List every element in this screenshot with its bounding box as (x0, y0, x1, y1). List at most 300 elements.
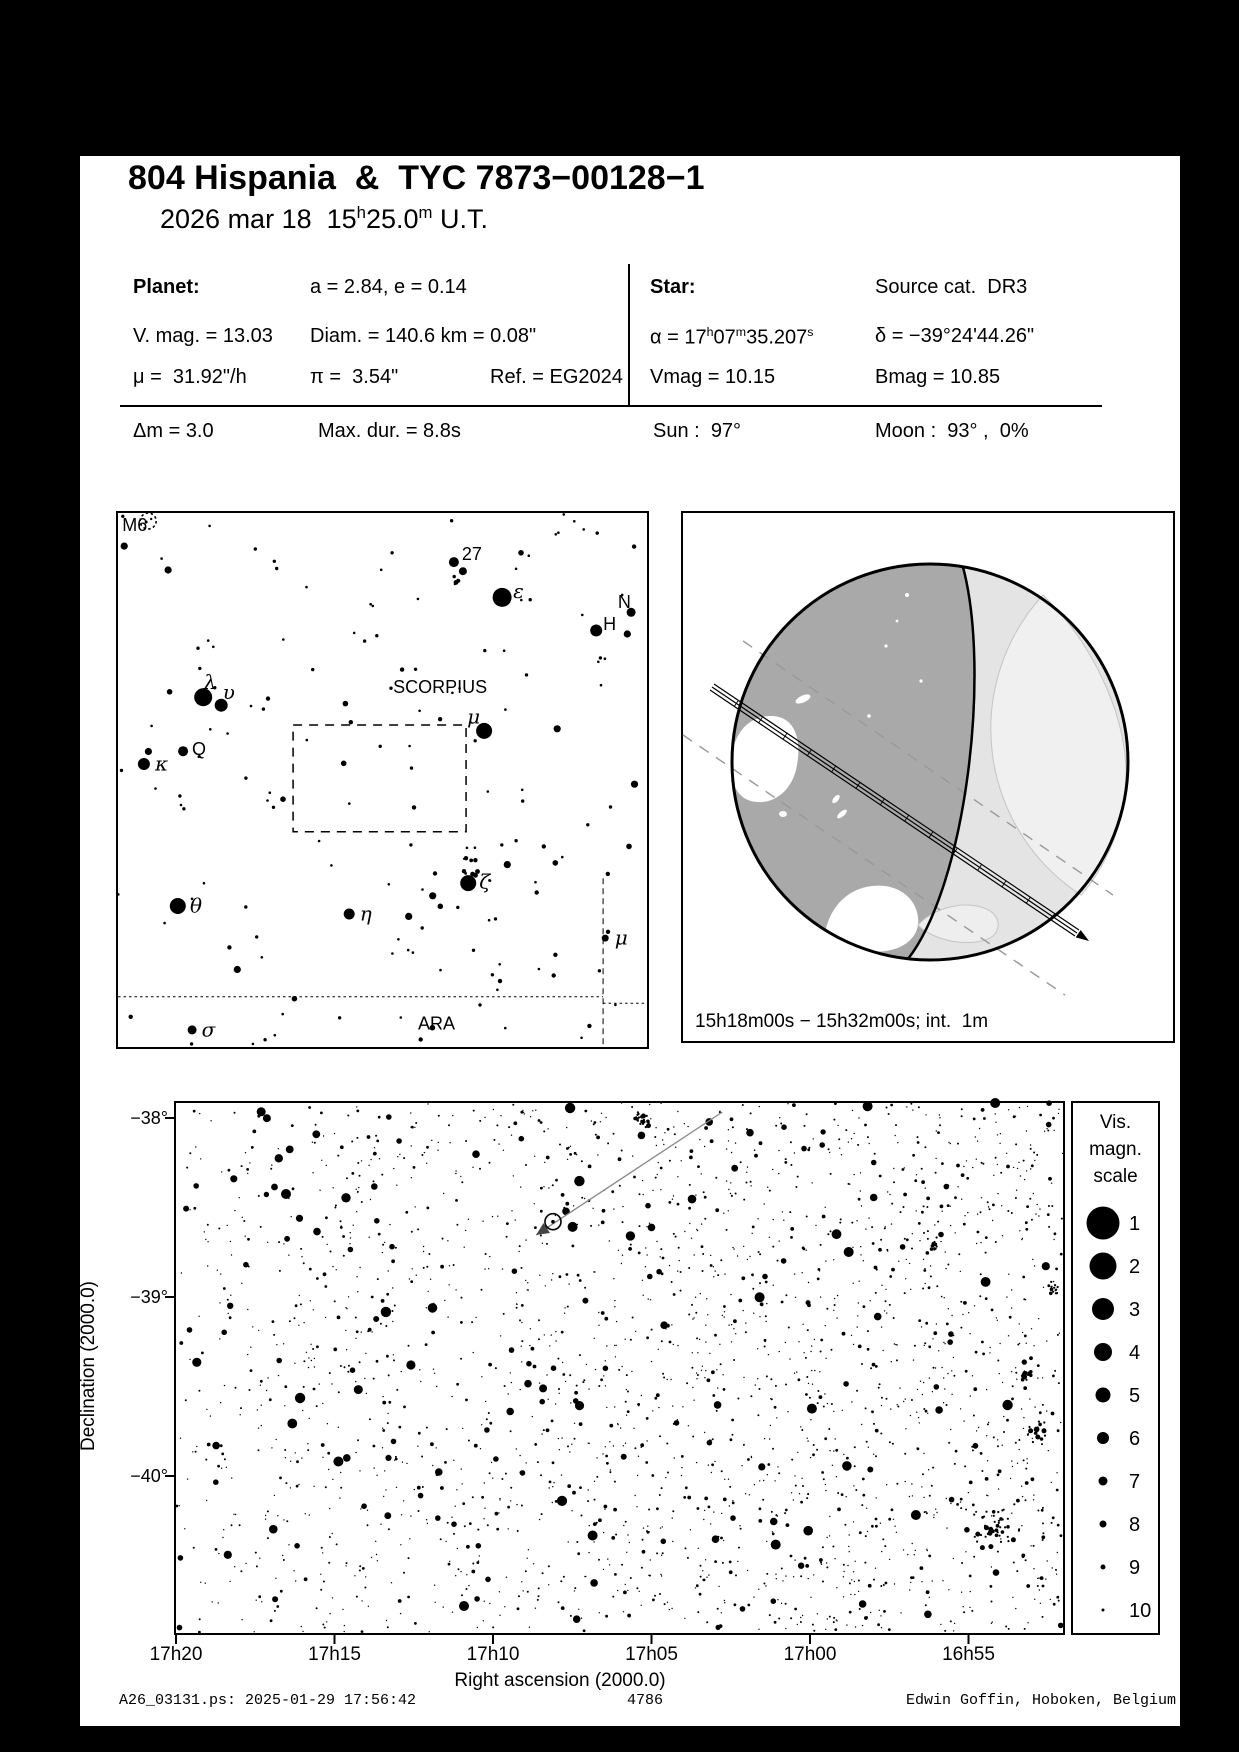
field-star (272, 806, 275, 809)
field-star (986, 1389, 987, 1390)
field-star (525, 1239, 526, 1240)
field-star (794, 1608, 797, 1611)
field-star (837, 1492, 839, 1494)
field-star (177, 1625, 183, 1631)
field-star (966, 1177, 969, 1180)
field-star (980, 1452, 983, 1455)
field-star (583, 1379, 585, 1381)
field-star (382, 1429, 385, 1432)
field-star (621, 1263, 622, 1264)
field-star (987, 1423, 989, 1425)
cluster-star (1022, 1371, 1027, 1376)
field-star (871, 1160, 877, 1166)
field-star (697, 1230, 698, 1231)
field-star (395, 1456, 397, 1458)
field-star (283, 1519, 284, 1520)
cluster-star (473, 858, 477, 862)
field-star (484, 1268, 485, 1269)
bright-star (183, 1206, 189, 1212)
field-star (802, 1615, 803, 1616)
field-star (778, 1173, 779, 1174)
field-star (659, 1593, 661, 1595)
field-star (282, 638, 285, 641)
field-star (256, 1565, 258, 1567)
field-star (886, 1398, 888, 1400)
field-star (948, 1589, 949, 1590)
field-star (364, 1587, 366, 1589)
cluster-star (639, 1123, 641, 1125)
field-star (513, 1175, 514, 1176)
field-star (555, 1340, 556, 1341)
field-star (926, 1197, 930, 1201)
field-star (763, 1583, 765, 1585)
cluster-star (997, 1531, 999, 1533)
field-star (581, 614, 584, 617)
field-star (508, 1393, 509, 1394)
field-star (875, 1292, 877, 1294)
field-star (873, 1423, 875, 1425)
field-star (552, 1486, 553, 1487)
field-star (472, 949, 475, 952)
field-star (632, 1317, 634, 1319)
field-star (807, 1404, 817, 1414)
field-star (728, 1210, 729, 1211)
field-star (648, 1509, 650, 1511)
cluster-star (1028, 1426, 1030, 1428)
field-star (785, 1628, 786, 1629)
field-star (785, 1294, 787, 1296)
field-star (464, 1247, 465, 1248)
field-star (779, 1117, 780, 1118)
field-star (429, 892, 436, 899)
field-star (203, 882, 206, 885)
field-star (623, 1591, 627, 1595)
field-star (779, 1351, 780, 1352)
field-star (966, 1160, 967, 1161)
field-star (1024, 1179, 1025, 1180)
field-star (689, 1156, 693, 1160)
field-star (979, 1128, 980, 1129)
field-star (1051, 1412, 1055, 1416)
field-star (323, 1135, 324, 1136)
field-star (513, 1121, 517, 1125)
field-star (571, 1444, 572, 1445)
field-star (555, 1331, 556, 1332)
field-star (587, 1024, 591, 1028)
field-star (1034, 1160, 1035, 1161)
field-star (270, 1619, 273, 1622)
field-star (233, 1514, 234, 1515)
field-star (284, 1405, 285, 1406)
field-star (674, 1457, 675, 1458)
field-star (960, 1501, 961, 1502)
field-star (252, 1130, 256, 1134)
field-star (1052, 1375, 1055, 1378)
field-star (1058, 1623, 1064, 1629)
field-star (983, 1117, 986, 1120)
field-star (678, 1247, 680, 1249)
field-star (207, 1443, 211, 1447)
field-star (851, 1401, 852, 1402)
field-star (568, 1283, 569, 1284)
field-star (849, 1534, 850, 1535)
field-star (916, 1210, 917, 1211)
field-star (534, 1203, 535, 1204)
field-star (1046, 1128, 1047, 1129)
field-star (621, 1102, 622, 1103)
field-star (731, 1341, 732, 1342)
field-star (484, 1117, 485, 1118)
field-star (858, 1117, 859, 1118)
field-star (681, 1475, 682, 1476)
field-star (714, 1560, 717, 1563)
field-star (1033, 1494, 1034, 1495)
field-star (692, 1352, 693, 1353)
field-star (367, 1330, 369, 1332)
field-star (521, 1361, 522, 1362)
field-star (663, 1377, 665, 1379)
field-star (817, 1613, 818, 1614)
field-star (969, 1575, 972, 1578)
field-star (794, 1152, 795, 1153)
field-star (611, 1536, 615, 1540)
field-star (720, 1363, 722, 1365)
field-star (684, 1618, 685, 1619)
field-star (876, 1269, 878, 1271)
field-star (488, 1268, 489, 1269)
field-star (344, 1631, 345, 1632)
field-star (829, 1152, 830, 1153)
field-star (261, 1601, 262, 1602)
field-star (557, 531, 560, 534)
bright-star (263, 1114, 271, 1122)
field-star (394, 1460, 395, 1461)
field-star (407, 1596, 410, 1599)
field-star (891, 1361, 892, 1362)
field-star (695, 1587, 696, 1588)
field-star (656, 1145, 657, 1146)
field-star (343, 1255, 345, 1257)
field-star (897, 1404, 898, 1405)
field-star (332, 1266, 333, 1267)
field-star (810, 1457, 811, 1458)
field-star (896, 1359, 898, 1361)
field-star (677, 1111, 678, 1112)
field-star (702, 1579, 703, 1580)
field-star (443, 1193, 444, 1194)
bright-star (264, 1192, 269, 1197)
field-star (894, 1343, 895, 1344)
field-star (546, 1156, 550, 1160)
field-star (775, 1514, 777, 1516)
bright-star (272, 1596, 278, 1602)
field-star (1023, 1459, 1025, 1461)
field-star (944, 1630, 946, 1632)
field-star (623, 1525, 624, 1526)
field-star (466, 847, 469, 850)
field-star (832, 1546, 834, 1548)
field-star (283, 1243, 284, 1244)
field-star (476, 1543, 482, 1549)
field-star (871, 1226, 873, 1228)
field-star (420, 1381, 421, 1382)
field-star (986, 1435, 987, 1436)
tasmania-landmass (779, 811, 787, 817)
field-star (909, 1263, 910, 1264)
bright-star (373, 1316, 379, 1322)
field-star (907, 1554, 908, 1555)
field-star (552, 1184, 554, 1186)
field-star (871, 1106, 872, 1107)
field-star (303, 1262, 305, 1264)
field-star (1037, 1510, 1039, 1512)
field-star (769, 1438, 770, 1439)
field-star (802, 1324, 803, 1325)
field-star (1060, 1534, 1063, 1537)
field-star (252, 1326, 253, 1327)
field-star (905, 1428, 906, 1429)
field-star (906, 1259, 907, 1260)
ut-suffix: U.T. (432, 204, 488, 234)
field-star (1040, 1576, 1044, 1580)
field-star (869, 1143, 870, 1144)
field-star (408, 1557, 410, 1559)
field-star (1034, 1599, 1035, 1600)
field-star (553, 1482, 554, 1483)
field-star (1008, 1274, 1009, 1275)
field-of-view-rect (293, 725, 466, 832)
field-star (973, 1387, 977, 1391)
field-star (1000, 1172, 1002, 1174)
field-star (129, 1015, 133, 1019)
field-star (595, 1134, 597, 1136)
field-star (599, 1612, 600, 1613)
field-star (455, 1506, 456, 1507)
field-star (788, 1327, 790, 1329)
field-star (977, 1141, 978, 1142)
field-star (361, 1331, 362, 1332)
field-star (417, 1228, 419, 1230)
field-star (637, 1475, 638, 1476)
field-star (242, 1217, 243, 1218)
field-star (311, 1360, 312, 1361)
field-star (722, 1315, 723, 1316)
bright-star (287, 1419, 297, 1429)
field-star (412, 951, 415, 954)
field-star (398, 1426, 401, 1429)
field-star (301, 1626, 302, 1627)
field-star (852, 1110, 853, 1111)
field-star (369, 1418, 371, 1420)
field-star (614, 1406, 615, 1407)
field-star (835, 1438, 836, 1439)
field-star (296, 1460, 299, 1463)
field-star (388, 1401, 391, 1404)
field-star (990, 1098, 1000, 1108)
field-star (976, 1243, 977, 1244)
field-star (426, 1519, 427, 1520)
field-star (728, 1140, 729, 1141)
field-star (922, 1288, 924, 1290)
field-star (1043, 1287, 1044, 1288)
cluster-star (984, 1525, 989, 1530)
field-star (597, 661, 600, 664)
field-star (538, 1119, 541, 1122)
field-star (434, 1585, 435, 1586)
field-star (704, 1126, 708, 1130)
field-star (205, 1239, 206, 1240)
field-star (766, 1573, 768, 1575)
field-star (327, 1452, 330, 1455)
bright-star (286, 1146, 294, 1154)
field-star (790, 1164, 792, 1166)
field-star (731, 1419, 734, 1422)
field-star (671, 1281, 673, 1283)
field-star (399, 1154, 400, 1155)
field-star (484, 1508, 485, 1509)
field-star (917, 1136, 919, 1138)
field-star (332, 1479, 333, 1480)
bright-star (296, 1215, 303, 1222)
ra-tick-17h00: 17h00 (783, 1644, 837, 1665)
field-star (802, 1272, 803, 1273)
field-star (888, 1628, 891, 1631)
field-star (918, 1106, 920, 1108)
field-star (340, 1487, 342, 1489)
field-star (542, 1572, 544, 1574)
ra-tick-17h15: 17h15 (308, 1644, 361, 1665)
field-star (961, 1562, 963, 1564)
field-star (711, 1370, 715, 1374)
field-star (641, 1605, 642, 1606)
cluster-star (985, 1536, 987, 1538)
field-star (234, 966, 241, 973)
field-star (904, 1238, 906, 1240)
field-star (660, 1321, 668, 1329)
field-star (519, 1455, 520, 1456)
field-star (660, 1527, 661, 1528)
field-star (909, 1496, 910, 1497)
field-star (1045, 1578, 1046, 1579)
field-star (303, 1360, 305, 1362)
field-star (540, 1121, 543, 1124)
field-star (669, 1341, 672, 1344)
field-star (707, 1314, 708, 1315)
field-star (960, 1507, 962, 1509)
field-star (770, 1518, 778, 1526)
field-star (459, 1601, 469, 1611)
field-star (500, 843, 503, 846)
field-star (957, 1186, 958, 1187)
field-star (273, 560, 276, 563)
field-star (623, 1445, 624, 1446)
field-star (614, 1306, 615, 1307)
field-star (738, 1299, 742, 1303)
field-star (940, 1241, 941, 1242)
field-star (910, 1289, 911, 1290)
field-star (572, 1491, 576, 1495)
field-star (289, 1320, 291, 1322)
field-star (499, 1591, 500, 1592)
field-star (294, 1543, 300, 1549)
field-star (917, 1447, 920, 1450)
field-star (759, 1106, 760, 1107)
field-star (411, 1145, 412, 1146)
field-star (920, 1381, 921, 1382)
field-star (675, 1147, 676, 1148)
field-star (1046, 1122, 1052, 1128)
field-star (1016, 1190, 1017, 1191)
field-star (515, 1219, 516, 1220)
field-star (451, 1517, 452, 1518)
dec-tick-40: −40° (130, 1466, 168, 1486)
field-star (391, 1439, 397, 1445)
field-star (652, 1599, 655, 1602)
target-star-dot (551, 1220, 555, 1224)
field-star (412, 805, 416, 809)
field-star (1025, 1481, 1029, 1485)
field-star (912, 1233, 913, 1234)
field-star (823, 1406, 825, 1408)
field-star (380, 1524, 381, 1525)
field-star (218, 1602, 219, 1603)
field-star (582, 528, 585, 531)
field-star (917, 1141, 920, 1144)
field-star (350, 1232, 351, 1233)
field-star (479, 1120, 481, 1122)
field-star (759, 1253, 761, 1255)
field-star (667, 1128, 670, 1131)
field-star (386, 1114, 392, 1120)
field-star (210, 1415, 211, 1416)
field-star (307, 1449, 309, 1451)
field-star (382, 1428, 383, 1429)
field-star (314, 1358, 315, 1359)
cluster-star (1001, 1509, 1003, 1511)
field-star (566, 1127, 567, 1128)
field-star (825, 1490, 826, 1491)
field-star (646, 1440, 647, 1441)
field-star (981, 1108, 985, 1112)
field-star (421, 1456, 423, 1458)
field-star (117, 893, 120, 896)
field-star (660, 1189, 661, 1190)
field-star (712, 1394, 715, 1397)
field-star (359, 1470, 360, 1471)
field-star (932, 1467, 934, 1469)
field-star (356, 1110, 359, 1113)
field-star (861, 1363, 863, 1365)
field-star (318, 840, 321, 843)
field-star (921, 1180, 925, 1184)
field-star (808, 1578, 809, 1579)
field-star (946, 1404, 948, 1406)
field-star (145, 748, 152, 755)
field-star (596, 1476, 598, 1478)
field-star (656, 1269, 662, 1275)
field-star (310, 1344, 311, 1345)
field-star (548, 1187, 549, 1188)
field-star (982, 1353, 985, 1356)
field-star (829, 1450, 830, 1451)
field-star (518, 1595, 520, 1597)
field-star (473, 1352, 474, 1353)
field-star (933, 1514, 934, 1515)
field-star (433, 871, 437, 875)
field-star (319, 1383, 320, 1384)
field-star (802, 1485, 804, 1487)
field-star (753, 1596, 754, 1597)
